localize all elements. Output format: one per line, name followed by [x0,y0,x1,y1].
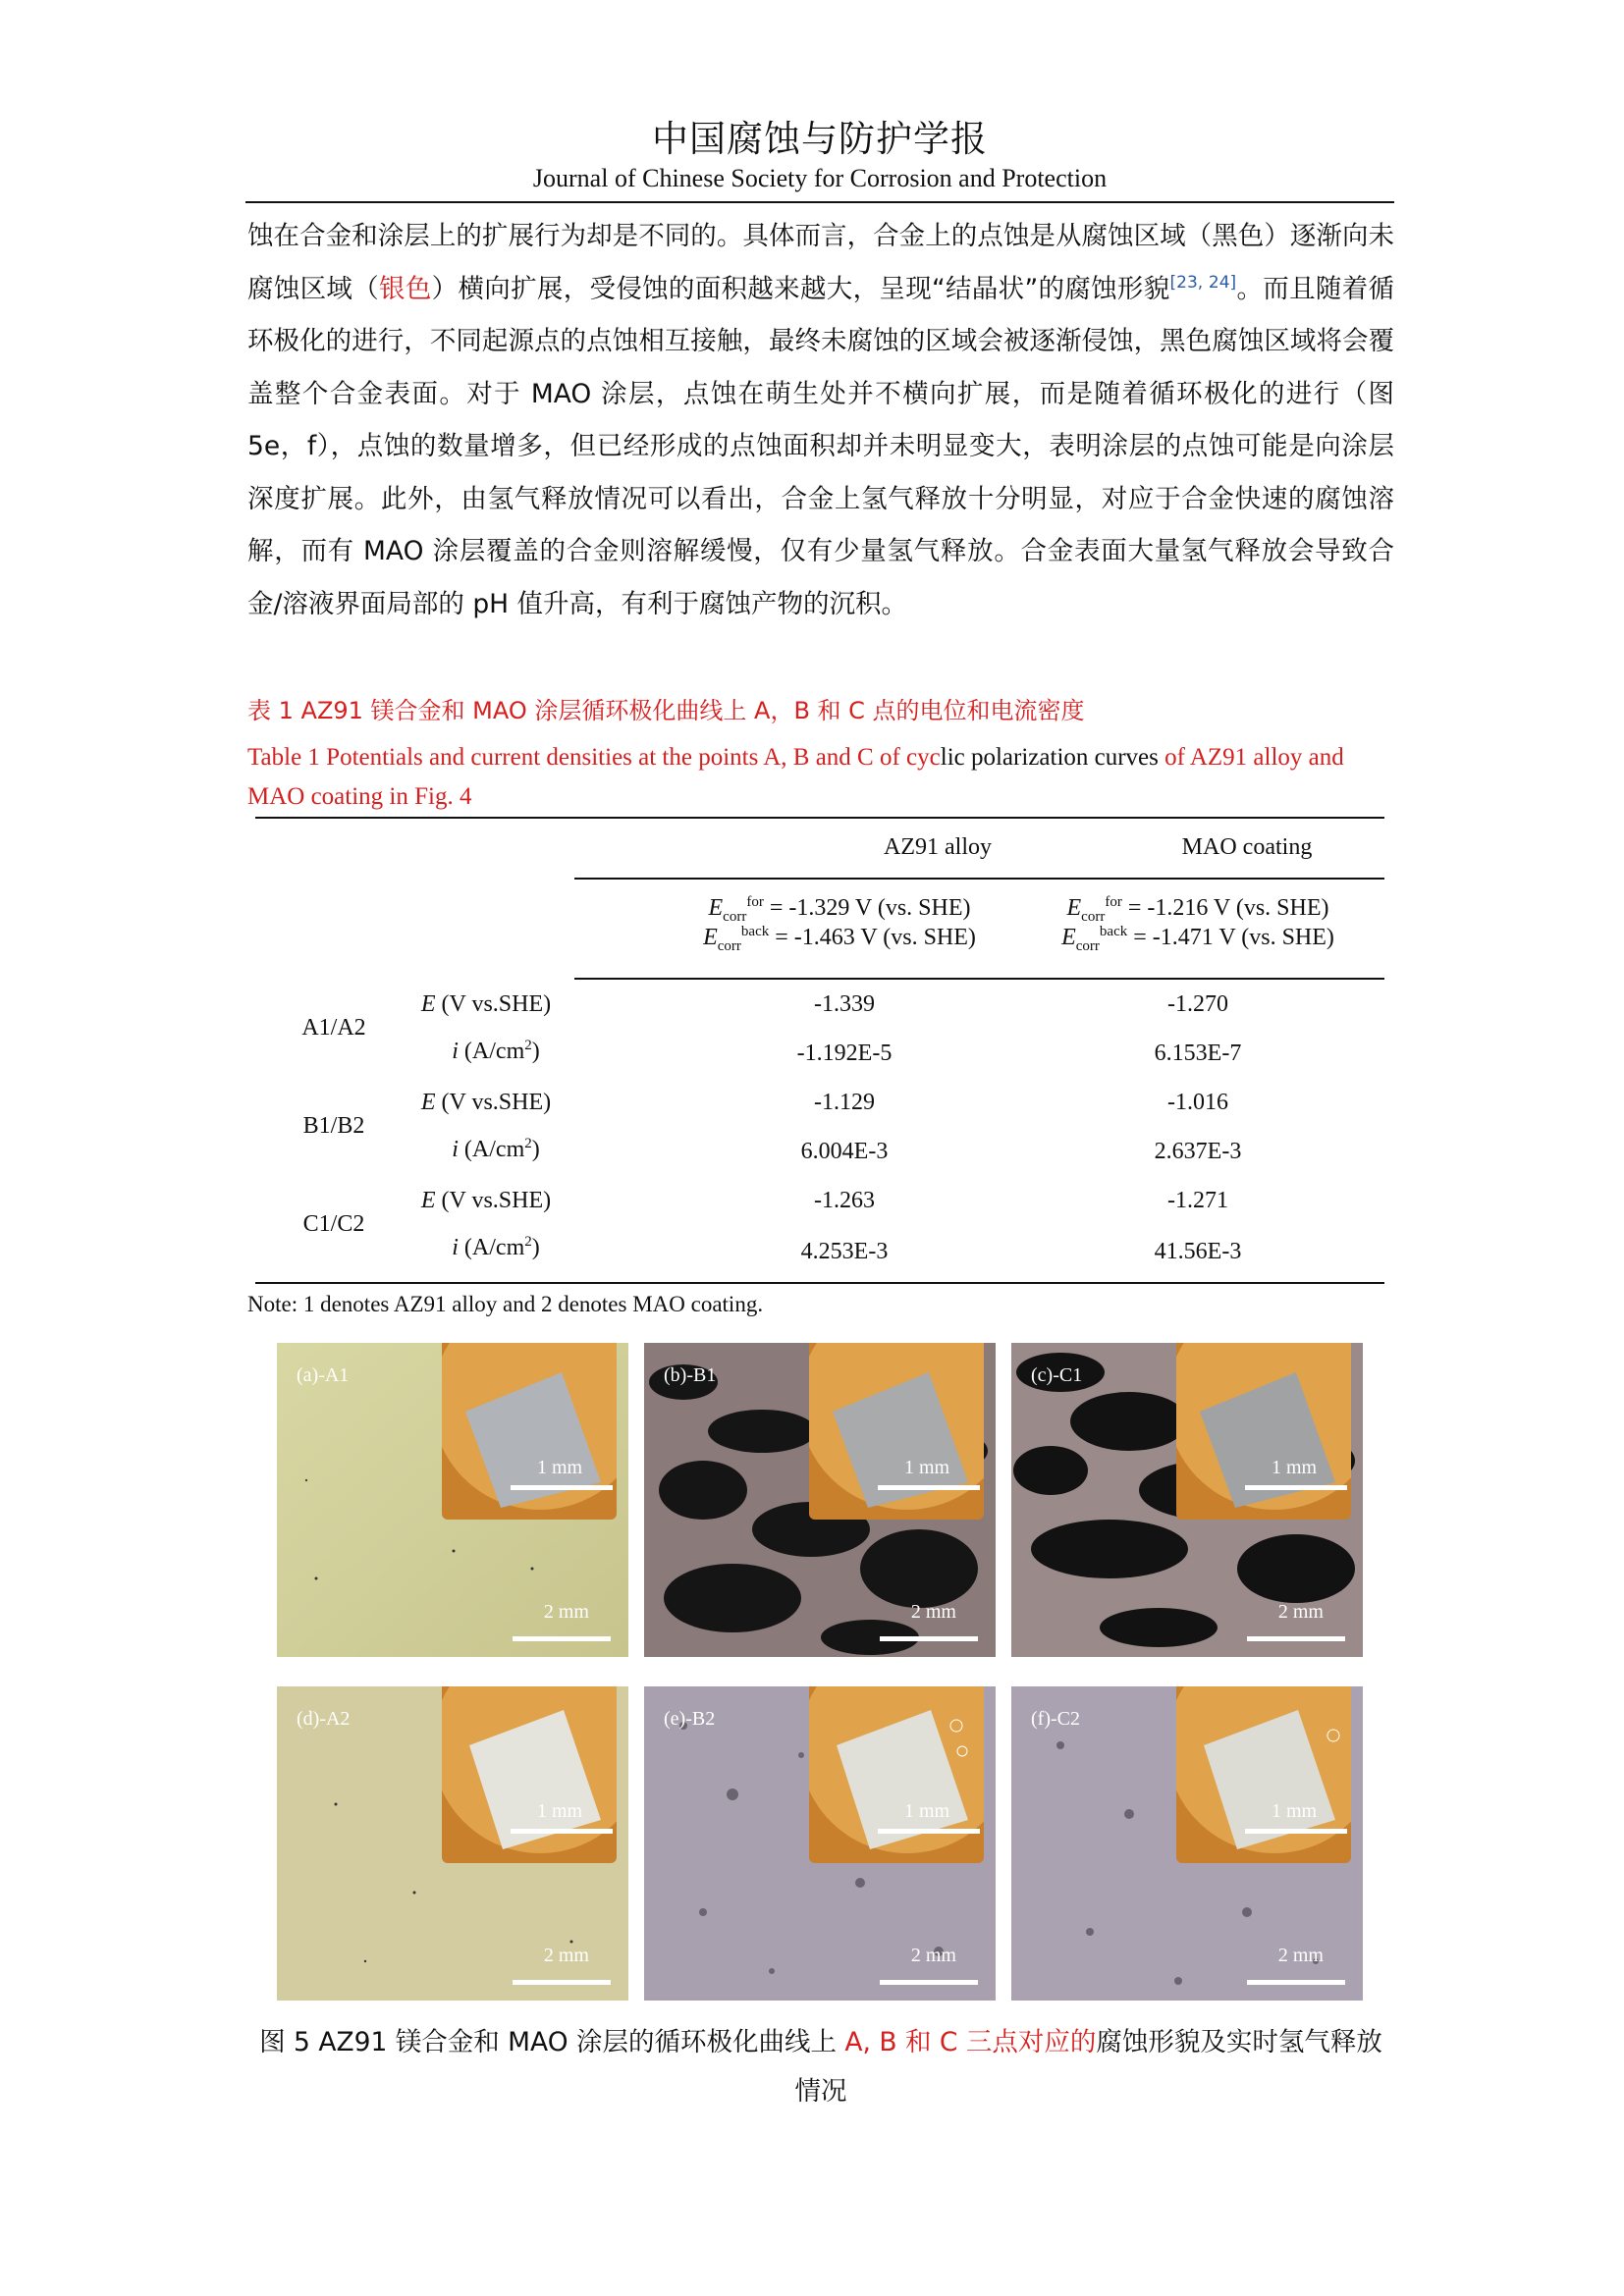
table-cell: -1.263 [814,1188,875,1213]
main-scale-bar [1247,1980,1345,1985]
figure-panel-c [1011,1343,1363,1657]
inset-scale-label: 1 mm [1272,1800,1318,1822]
main-scale-label: 2 mm [1277,1945,1324,1966]
table-cell: 2.637E-3 [1154,1139,1242,1164]
figure-panel-f [1011,1686,1363,2001]
row-unit-i: i $(A/cm^2)$ [452,1038,540,1064]
figure-panel-e [644,1686,996,2001]
panel-label: (f)-C2 [1031,1708,1080,1730]
main-scale-label: 2 mm [1277,1601,1324,1623]
citation-link[interactable]: [23, 24] [1169,272,1237,293]
row-unit-i: i $(A/cm^2)$ [452,1234,540,1260]
header-rule [245,201,1394,203]
ecorr-mao [1046,893,1350,952]
table-cell: -1.016 [1167,1090,1228,1115]
figure-caption [247,2018,1394,2116]
panel-label: (c)-C1 [1031,1364,1083,1386]
inset-scale-bar [511,1485,613,1490]
body-text-silver: 银色 [379,273,432,304]
table-note: Note: 1 denotes AZ91 alloy and 2 denotes MAO coating. [247,1292,764,1316]
body-text-1: 蚀在合金和涂层上的扩展行为却是不同的。具体而言，合金上的点蚀是从腐蚀区域（黑色）逐渐向未腐蚀区域（ [247,221,1394,304]
table-ecorr-rule [574,978,1384,980]
inset-scale-bar [1245,1829,1347,1834]
panel-label: (a)-A1 [297,1364,350,1386]
figure-5 [277,1343,1363,2001]
figure-caption-red: A, B 和 C 三点对应的 [844,2027,1097,2057]
panel-label: (d)-A2 [297,1708,351,1730]
inset-scale-label: 1 mm [904,1800,950,1822]
figure-caption-b: 腐蚀形貌及实时氢气释放情况 [794,2027,1382,2107]
main-scale-label: 2 mm [543,1601,589,1623]
journal-title-cn: 中国腐蚀与防护学报 [652,118,988,160]
table-caption-en-b: lic polarization curves [940,744,1159,771]
hydrogen-inset [809,1686,984,1863]
main-scale-bar [513,1980,611,1985]
figure-panel-a [277,1343,628,1657]
body-text-3: 。而且随着循环极化的进行，不同起源点的点蚀相互接触，最终未腐蚀的区域会被逐渐侵蚀，黑色腐蚀区域将会覆盖整个合金表面。对于 MAO 涂层，点蚀在萌生处并不横向扩展，而是随着循环极化的进行（图 5e，f），点蚀的数量增多，但已经形成的点蚀面积却并未明显变大，表明涂层的点蚀可能是向涂层深度扩展。此外，由氢气释放情况可以看出，合金上氢气释放十分明显，对应于合金快速的腐蚀溶解，而有 MAO 涂层覆盖的合金则溶解缓慢，仅有少量氢气释放。合金表面大量氢气释放会导致合金/溶液界面局部的 pH 值升高，有利于腐蚀产物的沉积。 [247,273,1395,619]
figure-panel-b [644,1343,996,1657]
inset-scale-bar [511,1829,613,1834]
inset-scale-label: 1 mm [904,1457,950,1478]
col-header-alloy: AZ91 alloy [884,834,992,860]
inset-scale-label: 1 mm [537,1800,583,1822]
table-cell: -1.339 [814,991,875,1017]
data-table [255,817,1384,1286]
figure-panel-d [277,1686,628,2001]
figure-caption-a: 图 5 AZ91 镁合金和 MAO 涂层的循环极化曲线上 [259,2027,845,2057]
table-header-rule [574,878,1384,880]
hydrogen-inset [442,1343,617,1520]
table-cell: -1.271 [1167,1188,1228,1213]
journal-header [245,116,1394,194]
ecorr-mao-back: $E_{corr}^{back} = -1.471$ V (vs. SHE) [1061,924,1334,954]
body-paragraph [247,210,1394,630]
body-text-2: ）横向扩展，受侵蚀的面积越来越大，呈现“结晶状”的腐蚀形貌 [431,273,1170,304]
table-caption-en-a: Table 1 Potentials and current densities at the points A, B and C of cyc [247,744,941,771]
row-group-label: C1/C2 [302,1211,365,1237]
ecorr-alloy [692,893,987,952]
main-scale-bar [880,1636,978,1641]
hydrogen-inset [1176,1686,1351,1863]
row-group-label: A1/A2 [301,1015,366,1041]
ecorr-mao-for: $E_{corr}^{for} = -1.216$ V (vs. SHE) [1066,894,1329,925]
ecorr-alloy-for: $E_{corr}^{for} = -1.329$ V (vs. SHE) [708,894,971,925]
main-scale-label: 2 mm [543,1945,589,1966]
table-cell: -1.270 [1167,991,1228,1017]
main-scale-bar [1247,1636,1345,1641]
ecorr-alloy-back: $E_{corr}^{back} = -1.463$ V (vs. SHE) [703,924,976,954]
table-cell: -1.192E-5 [796,1041,893,1066]
panel-label: (e)-B2 [664,1708,716,1730]
table-cell: -1.129 [814,1090,875,1115]
inset-scale-bar [1245,1485,1347,1490]
main-scale-label: 2 mm [910,1945,956,1966]
row-group-label: B1/B2 [302,1113,365,1139]
row-unit-E: E (V vs.SHE) [420,1188,552,1213]
journal-title-en: Journal of Chinese Society for Corrosion and Protection [532,164,1108,192]
col-header-mao: MAO coating [1181,834,1313,860]
main-scale-bar [513,1636,611,1641]
table-caption-en-c: of AZ91 alloy and MAO coating in Fig. 4 [247,744,1344,810]
table-cell: 6.153E-7 [1154,1041,1242,1066]
inset-scale-bar [878,1829,980,1834]
table-cell: 41.56E-3 [1154,1239,1242,1264]
table-top-rule [255,817,1384,819]
inset-scale-label: 1 mm [537,1457,583,1478]
table-caption-en [247,738,1394,817]
panel-label: (b)-B1 [664,1364,717,1386]
hydrogen-inset [809,1343,984,1520]
inset-scale-label: 1 mm [1272,1457,1318,1478]
table-cell: 6.004E-3 [800,1139,889,1164]
row-unit-i: i $(A/cm^2)$ [452,1136,540,1162]
hydrogen-inset [442,1686,617,1863]
table-cell: 4.253E-3 [800,1239,889,1264]
row-unit-E: E (V vs.SHE) [420,1090,552,1115]
inset-scale-bar [878,1485,980,1490]
row-unit-E: E (V vs.SHE) [420,991,552,1017]
hydrogen-inset [1176,1343,1351,1520]
main-scale-label: 2 mm [910,1601,956,1623]
main-scale-bar [880,1980,978,1985]
table-bottom-rule [255,1282,1384,1284]
table-caption-cn: 表 1 AZ91 镁合金和 MAO 涂层循环极化曲线上 A，B 和 C 点的电位和电流密度 [247,697,1085,724]
